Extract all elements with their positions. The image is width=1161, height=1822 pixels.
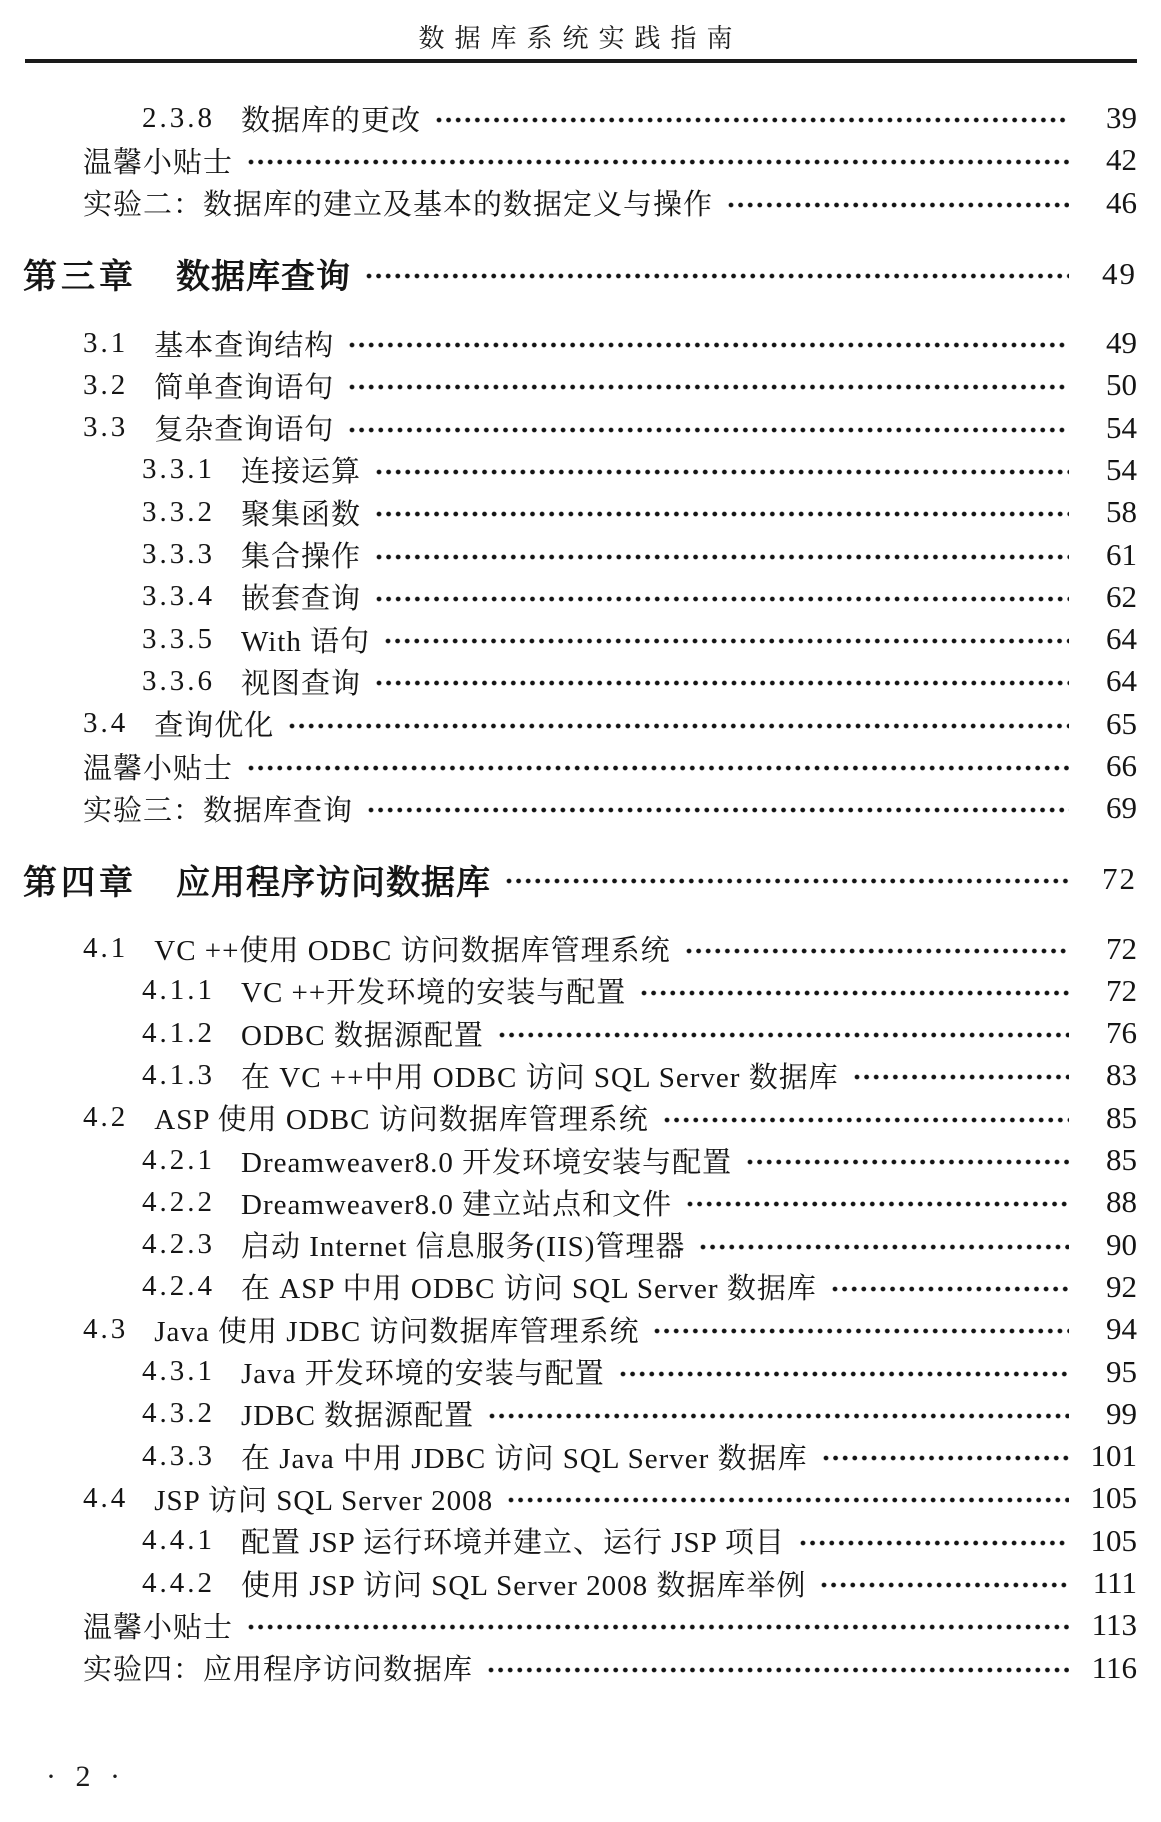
toc-entry-page: 46 bbox=[1106, 184, 1137, 220]
toc-entry bbox=[23, 250, 1137, 298]
toc-entry-number: 3.3.4 bbox=[142, 580, 215, 613]
toc-entry-title: 查询优化 bbox=[154, 710, 275, 743]
toc-entry bbox=[23, 364, 1137, 406]
toc-entry-title: 基本查询结构 bbox=[154, 329, 335, 362]
toc-entry-title: 复杂查询语句 bbox=[154, 414, 335, 447]
toc-entry bbox=[23, 660, 1137, 702]
toc-entry-title: Java 使用 JDBC 访问数据库管理系统 bbox=[154, 1315, 640, 1348]
dot-leader bbox=[487, 1664, 1069, 1676]
dot-leader bbox=[507, 1494, 1069, 1506]
table-of-contents bbox=[23, 97, 1137, 1689]
dot-leader bbox=[799, 1537, 1069, 1549]
toc-entry-title: 温馨小贴士 bbox=[83, 1611, 234, 1644]
dot-leader bbox=[375, 508, 1069, 520]
toc-entry-title: 简单查询语句 bbox=[154, 371, 335, 404]
toc-entry-number: 4.1.2 bbox=[142, 1016, 215, 1049]
toc-entry-title: 数据库查询 bbox=[176, 258, 351, 297]
toc-entry bbox=[23, 927, 1137, 969]
dot-leader bbox=[348, 339, 1069, 351]
toc-entry-title: 在 ASP 中用 ODBC 访问 SQL Server 数据库 bbox=[241, 1273, 817, 1306]
header-rule bbox=[25, 59, 1137, 63]
toc-entry-page: 83 bbox=[1106, 1057, 1137, 1093]
toc-entry-number: 4.4.2 bbox=[142, 1566, 215, 1599]
toc-entry-title: 在 VC ++中用 ODBC 访问 SQL Server 数据库 bbox=[241, 1061, 839, 1094]
page-number-folio: · 2 · bbox=[46, 1760, 126, 1793]
toc-entry bbox=[23, 1562, 1137, 1604]
toc-entry-number: 4.2.1 bbox=[142, 1143, 215, 1176]
toc-entry-title: JDBC 数据源配置 bbox=[241, 1400, 475, 1433]
toc-entry-number: 4.2.2 bbox=[142, 1185, 215, 1218]
toc-entry-page: 85 bbox=[1106, 1099, 1137, 1135]
toc-entry bbox=[23, 182, 1137, 224]
toc-entry bbox=[23, 1435, 1137, 1477]
toc-entry bbox=[23, 139, 1137, 181]
toc-entry-number: 4.1.3 bbox=[142, 1058, 215, 1091]
toc-entry-page: 90 bbox=[1106, 1226, 1137, 1262]
toc-entry bbox=[23, 1266, 1137, 1308]
toc-entry bbox=[23, 491, 1137, 533]
dot-leader bbox=[727, 199, 1069, 211]
toc-entry-page: 105 bbox=[1090, 1522, 1137, 1558]
toc-entry bbox=[23, 322, 1137, 364]
toc-entry-title: 聚集函数 bbox=[241, 498, 362, 531]
toc-entry bbox=[23, 406, 1137, 448]
toc-entry-page: 92 bbox=[1106, 1268, 1137, 1304]
dot-leader bbox=[435, 114, 1069, 126]
toc-entry-page: 58 bbox=[1106, 494, 1137, 530]
toc-entry-number: 4.4.1 bbox=[142, 1524, 215, 1557]
toc-entry-number: 3.1 bbox=[83, 326, 129, 359]
toc-entry-page: 49 bbox=[1106, 325, 1137, 361]
dot-leader bbox=[375, 677, 1069, 689]
toc-entry-title: 温馨小贴士 bbox=[83, 752, 234, 785]
dot-leader bbox=[247, 1621, 1069, 1633]
toc-entry-page: 72 bbox=[1106, 930, 1137, 966]
toc-entry-title: Dreamweaver8.0 开发环境安装与配置 bbox=[241, 1146, 733, 1179]
toc-entry-title: ODBC 数据源配置 bbox=[241, 1019, 484, 1052]
toc-entry-number: 3.3.5 bbox=[142, 622, 215, 655]
toc-entry-number: 3.2 bbox=[83, 368, 129, 401]
toc-entry bbox=[23, 97, 1137, 139]
toc-entry-page: 64 bbox=[1106, 663, 1137, 699]
toc-entry-number: 2.3.8 bbox=[142, 101, 215, 134]
dot-leader bbox=[348, 424, 1069, 436]
toc-entry-page: 65 bbox=[1106, 705, 1137, 741]
dot-leader bbox=[686, 1198, 1069, 1210]
toc-entry-page: 66 bbox=[1106, 748, 1137, 783]
toc-entry-title: VC ++开发环境的安装与配置 bbox=[241, 977, 627, 1010]
dot-leader bbox=[247, 156, 1069, 168]
toc-entry bbox=[23, 1477, 1137, 1519]
dot-leader bbox=[640, 987, 1069, 999]
toc-entry-title: ASP 使用 ODBC 访问数据库管理系统 bbox=[154, 1104, 649, 1137]
dot-leader bbox=[384, 635, 1069, 647]
toc-entry-page: 54 bbox=[1106, 451, 1137, 487]
toc-entry-number: 3.3.2 bbox=[142, 495, 215, 528]
dot-leader bbox=[685, 945, 1069, 957]
toc-entry bbox=[23, 1520, 1137, 1562]
toc-entry bbox=[23, 855, 1137, 903]
toc-entry bbox=[23, 449, 1137, 491]
toc-entry-page: 95 bbox=[1106, 1353, 1137, 1389]
toc-entry bbox=[23, 576, 1137, 618]
toc-entry-title: 在 Java 中用 JDBC 访问 SQL Server 数据库 bbox=[241, 1442, 808, 1475]
dot-leader bbox=[367, 804, 1069, 816]
toc-entry-number: 4.2.4 bbox=[142, 1270, 215, 1303]
toc-entry-page: 76 bbox=[1106, 1015, 1137, 1051]
dot-leader bbox=[653, 1325, 1069, 1337]
toc-entry-page: 94 bbox=[1106, 1311, 1137, 1347]
toc-entry-page: 85 bbox=[1106, 1142, 1137, 1178]
toc-entry bbox=[23, 1393, 1137, 1435]
toc-entry bbox=[23, 1604, 1137, 1646]
toc-entry bbox=[23, 1647, 1137, 1689]
toc-entry bbox=[23, 1181, 1137, 1223]
dot-leader bbox=[288, 720, 1069, 732]
toc-entry bbox=[23, 787, 1137, 829]
toc-entry-number: 4.1.1 bbox=[142, 974, 215, 1007]
toc-entry bbox=[23, 1012, 1137, 1054]
dot-leader bbox=[365, 270, 1069, 282]
toc-entry-page: 88 bbox=[1106, 1184, 1137, 1220]
toc-entry-title: 视图查询 bbox=[241, 667, 362, 700]
toc-entry bbox=[23, 1097, 1137, 1139]
toc-entry-page: 72 bbox=[1106, 972, 1137, 1008]
toc-entry-title: 实验二：数据库的建立及基本的数据定义与操作 bbox=[83, 189, 714, 222]
toc-entry bbox=[23, 703, 1137, 745]
toc-entry bbox=[23, 1054, 1137, 1096]
dot-leader bbox=[375, 466, 1069, 478]
toc-entry-number: 3.3.1 bbox=[142, 453, 215, 486]
dot-leader bbox=[699, 1241, 1069, 1253]
dot-leader bbox=[498, 1029, 1069, 1041]
toc-entry-number: 3.4 bbox=[83, 707, 129, 740]
toc-entry-page: 69 bbox=[1106, 790, 1137, 826]
toc-entry-page: 105 bbox=[1090, 1480, 1137, 1516]
dot-leader bbox=[831, 1283, 1069, 1295]
toc-entry-title: Dreamweaver8.0 建立站点和文件 bbox=[241, 1188, 673, 1221]
toc-entry-title: 集合操作 bbox=[241, 541, 362, 574]
toc-entry-number: 第三章 bbox=[23, 258, 137, 297]
toc-entry bbox=[23, 745, 1137, 787]
dot-leader bbox=[822, 1452, 1069, 1464]
toc-entry-page: 50 bbox=[1106, 367, 1137, 403]
toc-entry-title: 连接运算 bbox=[241, 456, 362, 489]
toc-entry bbox=[23, 1224, 1137, 1266]
toc-entry-page: 39 bbox=[1106, 100, 1137, 136]
toc-entry bbox=[23, 1139, 1137, 1181]
toc-entry-page: 116 bbox=[1091, 1649, 1137, 1685]
toc-entry-title: 温馨小贴士 bbox=[83, 146, 234, 179]
dot-leader bbox=[820, 1579, 1069, 1591]
dot-leader bbox=[348, 381, 1069, 393]
toc-entry-number: 4.3.3 bbox=[142, 1439, 215, 1472]
toc-entry-number: 4.1 bbox=[83, 932, 129, 965]
dot-leader bbox=[375, 593, 1069, 605]
toc-entry-page: 72 bbox=[1102, 861, 1137, 897]
toc-entry-title: 嵌套查询 bbox=[241, 583, 362, 616]
toc-entry-number: 4.3 bbox=[83, 1312, 129, 1345]
dot-leader bbox=[247, 762, 1069, 774]
toc-entry-page: 111 bbox=[1092, 1565, 1137, 1601]
dot-leader bbox=[746, 1156, 1069, 1168]
toc-entry-number: 4.3.2 bbox=[142, 1397, 215, 1430]
dot-leader bbox=[505, 875, 1069, 887]
toc-entry-number: 4.2.3 bbox=[142, 1228, 215, 1261]
toc-entry-title: 应用程序访问数据库 bbox=[176, 863, 491, 902]
dot-leader bbox=[375, 551, 1069, 563]
toc-entry-number: 4.3.1 bbox=[142, 1355, 215, 1388]
toc-entry-page: 62 bbox=[1106, 578, 1137, 614]
dot-leader bbox=[853, 1071, 1069, 1083]
toc-entry-number: 第四章 bbox=[23, 863, 137, 902]
dot-leader bbox=[488, 1410, 1069, 1422]
toc-entry-number: 4.4 bbox=[83, 1481, 129, 1514]
toc-entry-title: JSP 访问 SQL Server 2008 bbox=[154, 1484, 494, 1517]
toc-entry-number: 3.3.6 bbox=[142, 664, 215, 697]
toc-entry-page: 61 bbox=[1106, 536, 1137, 572]
dot-leader bbox=[619, 1368, 1069, 1380]
dot-leader bbox=[663, 1114, 1069, 1126]
toc-entry bbox=[23, 618, 1137, 660]
toc-entry-page: 99 bbox=[1106, 1395, 1137, 1431]
toc-entry-page: 42 bbox=[1106, 142, 1137, 178]
toc-entry-number: 4.2 bbox=[83, 1101, 129, 1134]
toc-entry-title: 数据库的更改 bbox=[241, 104, 422, 137]
toc-entry-page: 101 bbox=[1090, 1438, 1137, 1474]
toc-entry-page: 113 bbox=[1091, 1607, 1137, 1643]
toc-entry-title: 启动 Internet 信息服务(IIS)管理器 bbox=[241, 1231, 686, 1264]
toc-entry-title: Java 开发环境的安装与配置 bbox=[241, 1358, 605, 1391]
toc-entry-title: With 语句 bbox=[241, 625, 371, 658]
toc-entry bbox=[23, 1308, 1137, 1350]
toc-entry-number: 3.3 bbox=[83, 411, 129, 444]
toc-entry-number: 3.3.3 bbox=[142, 538, 215, 571]
toc-entry-page: 49 bbox=[1102, 255, 1137, 291]
toc-entry bbox=[23, 533, 1137, 575]
toc-entry bbox=[23, 1350, 1137, 1392]
toc-entry-page: 54 bbox=[1106, 409, 1137, 445]
toc-entry-title: 实验三：数据库查询 bbox=[83, 794, 354, 827]
toc-entry bbox=[23, 970, 1137, 1012]
toc-entry-title: VC ++使用 ODBC 访问数据库管理系统 bbox=[154, 935, 671, 968]
toc-entry-title: 配置 JSP 运行环境并建立、运行 JSP 项目 bbox=[241, 1527, 785, 1560]
toc-entry-title: 使用 JSP 访问 SQL Server 2008 数据库举例 bbox=[241, 1569, 807, 1602]
toc-entry-page: 64 bbox=[1106, 621, 1137, 657]
running-head-title: 数据库系统实践指南 bbox=[418, 24, 743, 53]
toc-entry-title: 实验四：应用程序访问数据库 bbox=[83, 1654, 474, 1687]
